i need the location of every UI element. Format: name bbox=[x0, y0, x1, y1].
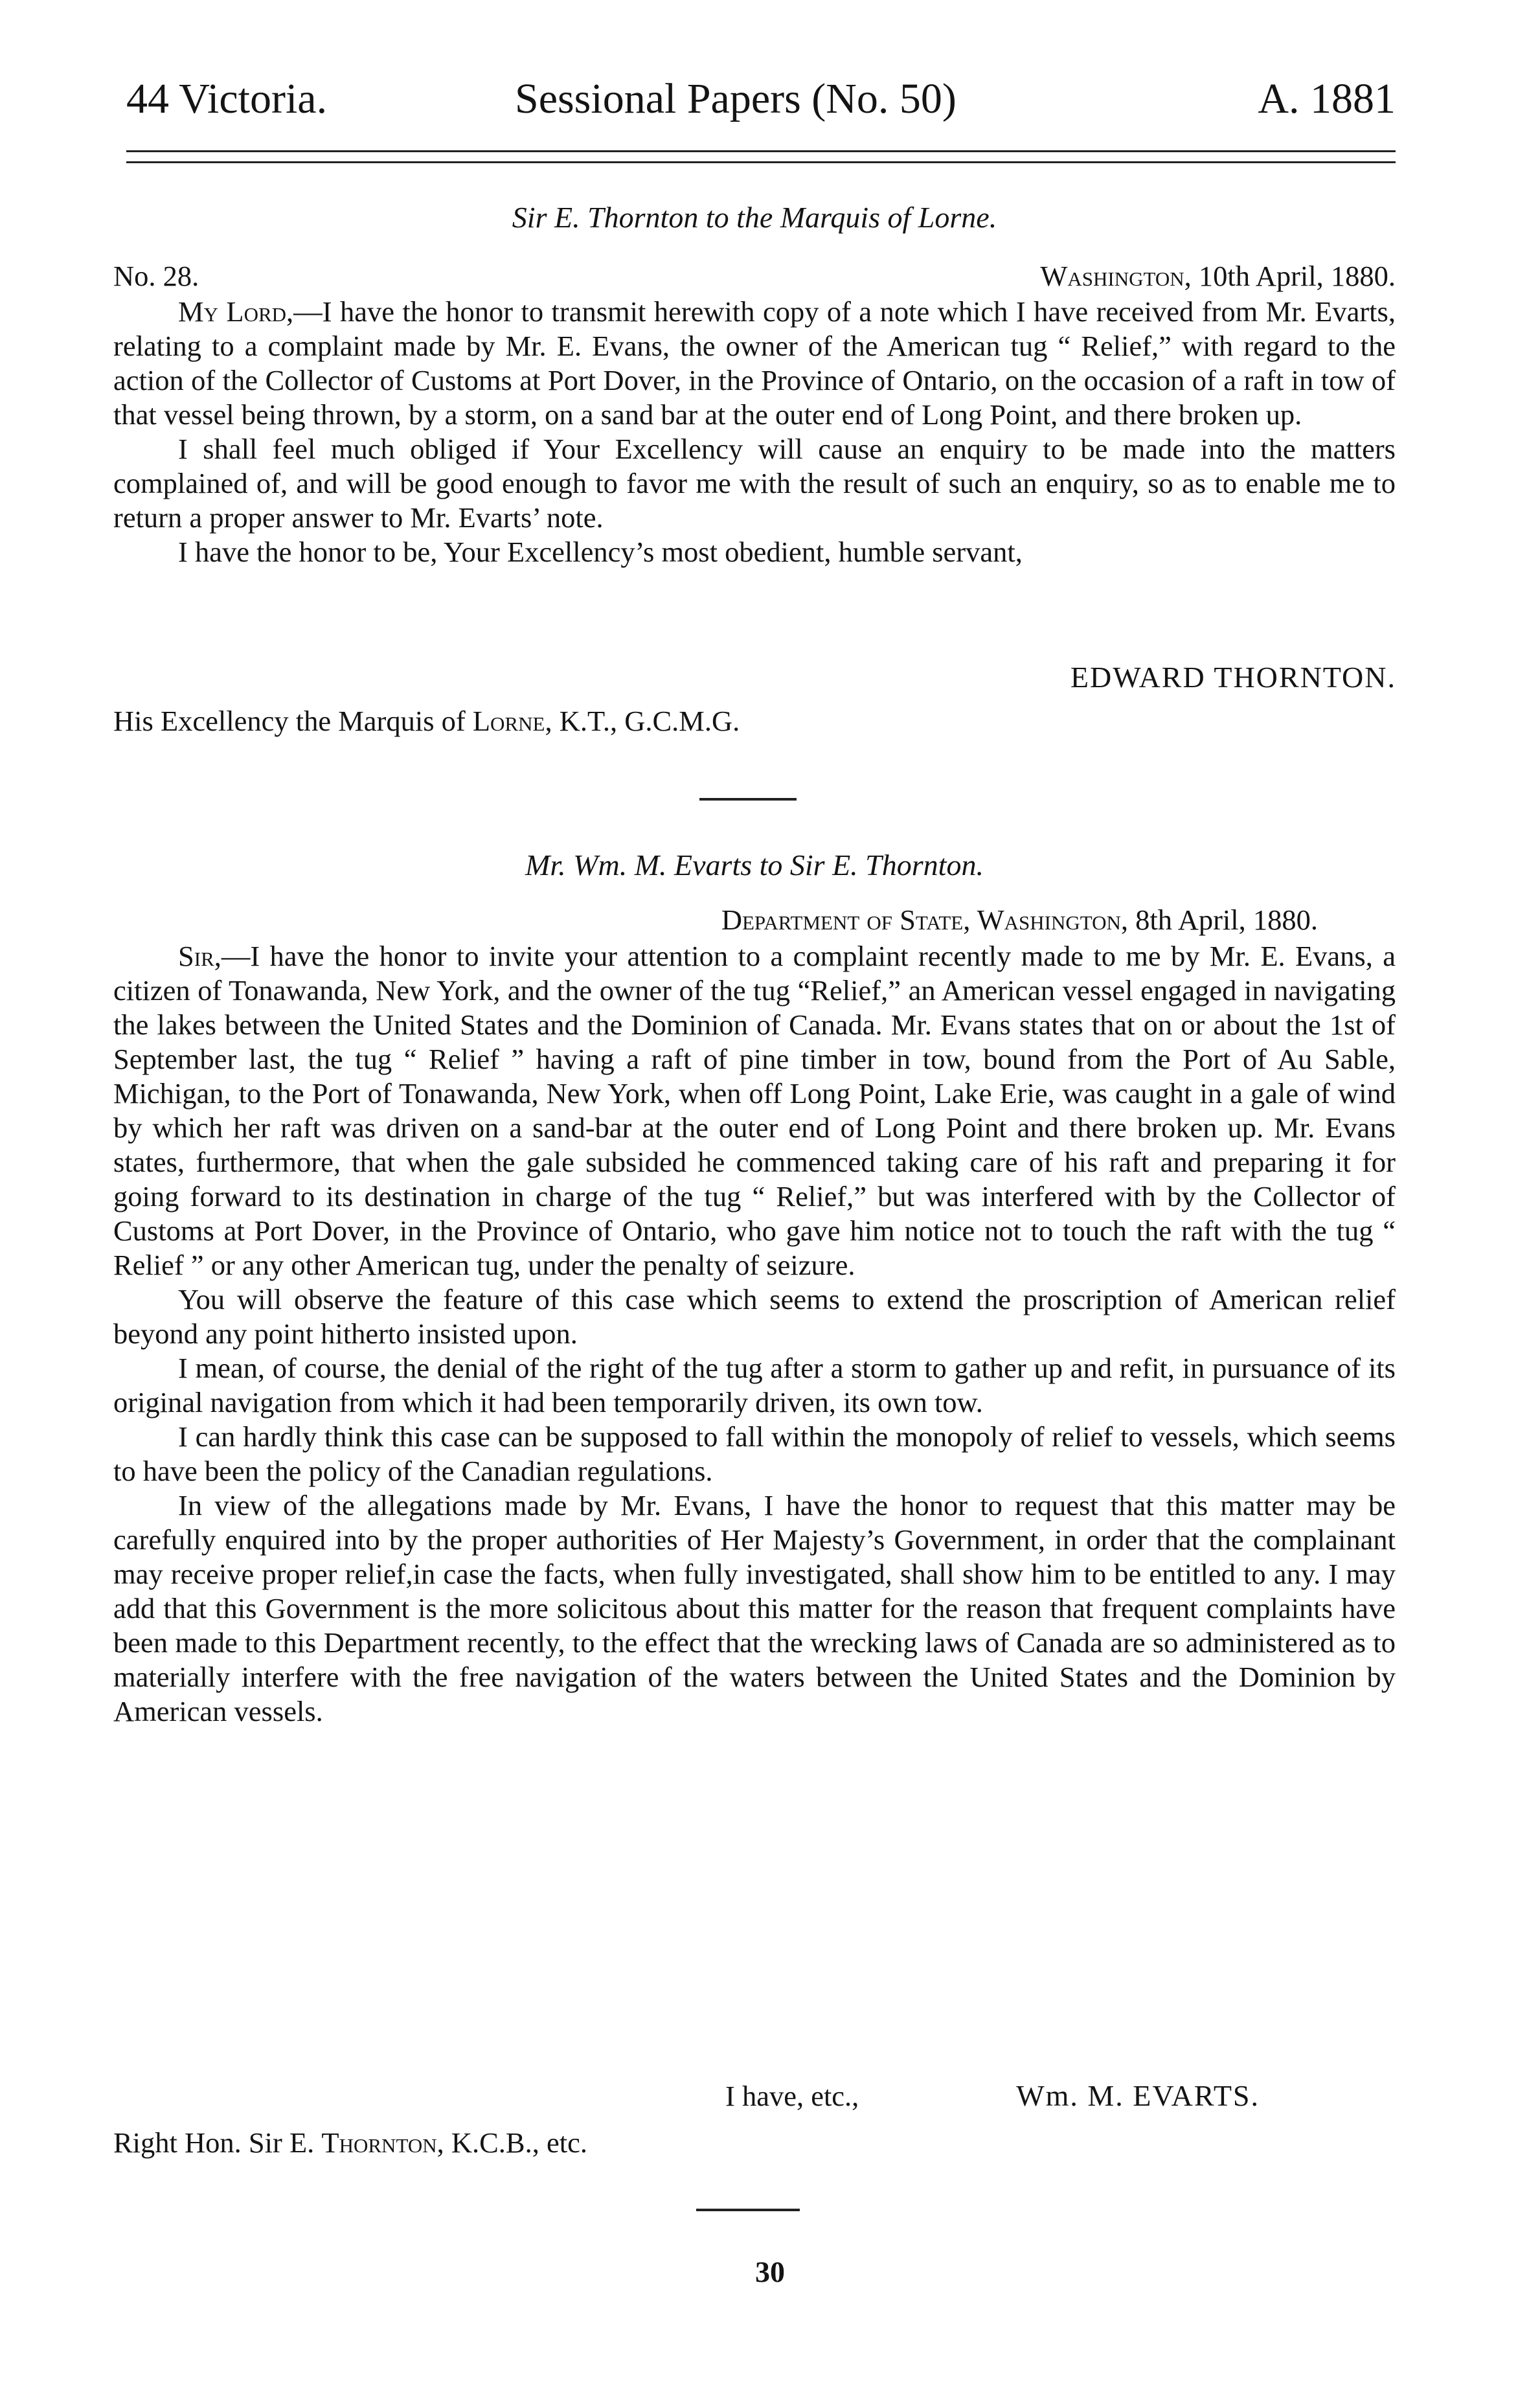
letter2-paragraph: I can hardly think this case can be supposed to fall within the monopoly of relief to vessels, which seems to have been the policy of the Canadian regulations. bbox=[113, 1420, 1396, 1487]
closing-divider bbox=[696, 2209, 800, 2211]
letter1-place: Washington bbox=[1040, 260, 1184, 292]
letter2-body bbox=[113, 939, 1396, 1729]
header-volume: 44 Victoria. bbox=[126, 75, 328, 122]
letter1-dateline bbox=[1040, 258, 1396, 294]
letter1-body bbox=[113, 295, 1396, 569]
letter2-dateline bbox=[113, 902, 1396, 938]
letter2-paragraph: I mean, of course, the denial of the right of the tug after a storm to gather up and refit, in pursuance of its original navigation from which it had been temporarily driven, its own tow. bbox=[113, 1352, 1396, 1418]
letter1-signature: EDWARD THORNTON. bbox=[1070, 661, 1396, 694]
header-double-rule bbox=[126, 150, 1396, 163]
letter2-paragraph: You will observe the feature of this case which seems to extend the proscription of American relief beyond any point hitherto insisted upon. bbox=[113, 1283, 1396, 1350]
letter2-addressee: Right Hon. Sir E. Thornton, K.C.B., etc. bbox=[113, 2126, 587, 2159]
letter2-signature: Wm. M. EVARTS. bbox=[1016, 2079, 1260, 2112]
letter2-date: , 8th April, 1880. bbox=[1120, 904, 1318, 936]
header-title: Sessional Papers (No. 50) bbox=[515, 75, 957, 122]
letter1-salutation: My Lord, bbox=[178, 295, 294, 328]
letter2-paragraph: In view of the allegations made by Mr. Evans, I have the honor to request that this matter may be carefully enquired into by the proper authorities of Her Majesty’s Government, in order that the complainant may receive proper relief,in case the facts, when fully investigated, shall show him to be entitled to any. I may add that this Government is the more solicitous about this matter for the reason that frequent complaints have been made to this Department recently, to the effect that the wrecking laws of Canada are so administered as to materially interfere with the free navigation of the waters between the United States and the Dominion by American vessels. bbox=[113, 1489, 1396, 1727]
letter2-heading: Mr. Wm. M. Evarts to Sir E. Thornton. bbox=[525, 848, 984, 882]
letter1-paragraph: I have the honor to be, Your Excellency’s most obedient, humble servant, bbox=[178, 536, 1023, 568]
page-number: 30 bbox=[755, 2255, 785, 2288]
letter1-paragraph: My Lord,—I have the honor to transmit herewith copy of a note which I have received from Mr. Evarts, relating to a complaint made by Mr. E. Evans, the owner of the American tug “ Relief,” with regard to the action of the Collector of Customs at Port Dover, in the Province of Ontario, on the occasion of a raft in tow of that vessel being thrown, by a storm, on a sand bar at the outer end of Long Point, and there broken up. bbox=[113, 295, 1396, 431]
letter1-number: No. 28. bbox=[113, 260, 199, 292]
header-year: A. 1881 bbox=[1258, 75, 1396, 122]
section-divider bbox=[699, 798, 797, 801]
letter2-paragraph: Sir,—I have the honor to invite your attention to a complaint recently made to me by Mr. E. Evans, a citizen of Tonawanda, New York, and the owner of the tug “Relief,” an American vessel engaged in navigating the lakes between the United States and the Dominion of Canada. Mr. Evans states that on or about the 1st of September last, the tug “ Relief ” having a raft of pine timber in tow, bound from the Port of Au Sable, Michigan, to the Port of Tonawanda, New York, when off Long Point, Lake Erie, was caught in a gale of wind by which her raft was driven on a sand-bar at the outer end of Long Point and there broken up. Mr. Evans states, furthermore, that when the gale subsided he commenced taking care of his raft and preparing it for going forward to its destination in charge of the tug “ Relief,” but was interfered with by the Collector of Customs at Port Dover, in the Province of Ontario, who gave him notice not to touch the raft with the tug “ Relief ” or any other American tug, under the penalty of seizure. bbox=[113, 940, 1396, 1281]
letter2-place: Department of State, Washington bbox=[721, 904, 1121, 936]
letter1-heading: Sir E. Thornton to the Marquis of Lorne. bbox=[512, 201, 997, 234]
letter2-salutation: Sir, bbox=[178, 940, 221, 972]
running-head bbox=[126, 70, 1396, 128]
letter1-date: , 10th April, 1880. bbox=[1184, 260, 1396, 292]
letter1-header-line bbox=[113, 258, 1396, 294]
letter1-addressee: His Excellency the Marquis of Lorne, K.T., G.C.M.G. bbox=[113, 705, 740, 737]
letter1-paragraph: I shall feel much obliged if Your Excellency will cause an enquiry to be made into the matters complained of, and will be good enough to favor me with the result of such an enquiry, so as to enable me to return a proper answer to Mr. Evarts’ note. bbox=[113, 433, 1396, 534]
letter2-closing: I have, etc., bbox=[725, 2080, 859, 2112]
